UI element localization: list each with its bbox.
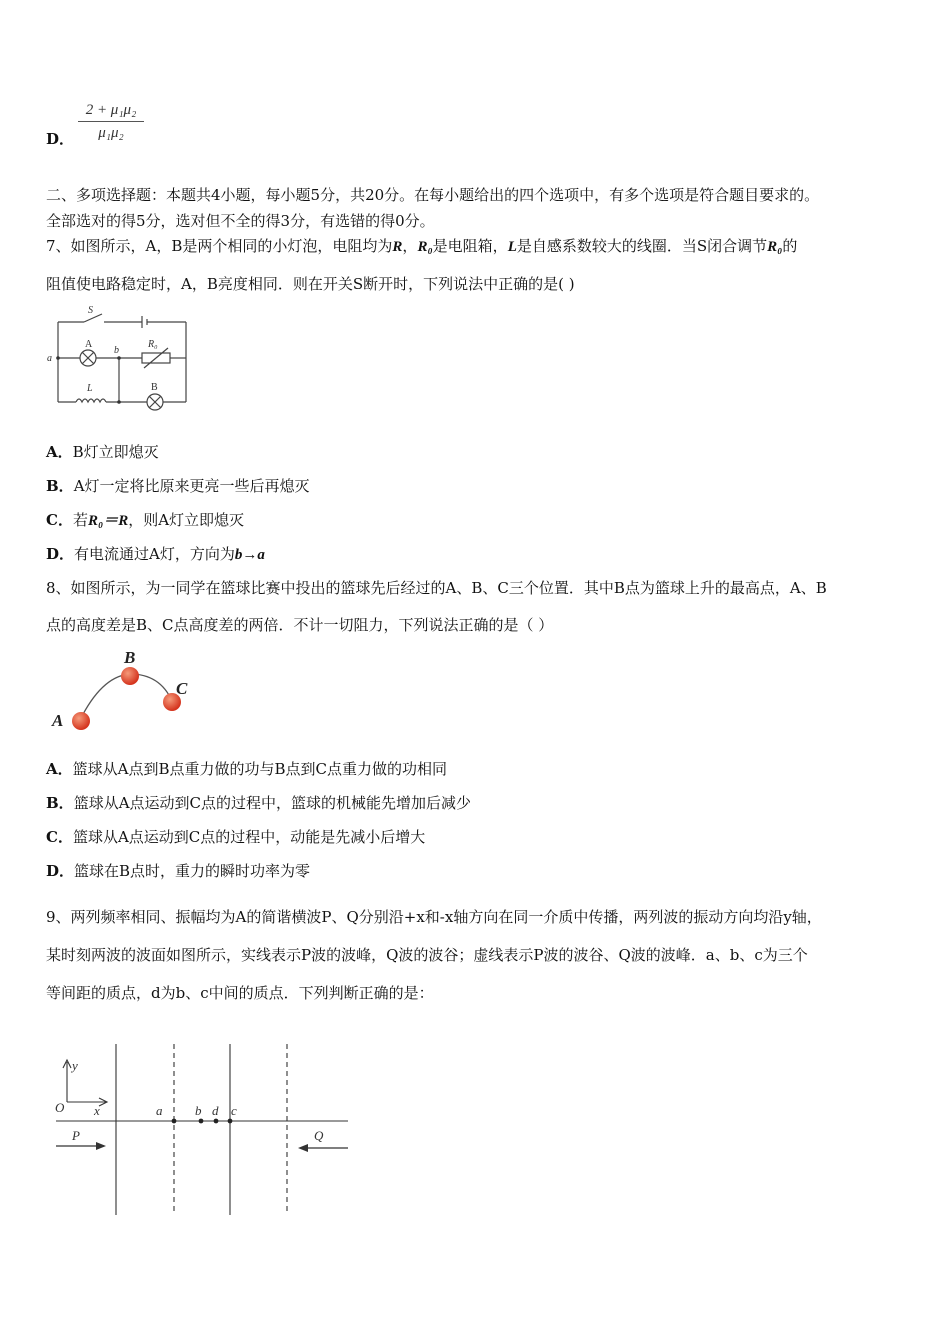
q8-label-c: C (176, 679, 188, 698)
q7-label-lamp-a: A (85, 339, 93, 350)
q7-option-a-label: A． (46, 443, 73, 461)
q9-label-d: d (212, 1103, 219, 1118)
q9-label-c: c (231, 1103, 237, 1118)
q9-label-x: x (94, 1103, 100, 1118)
q8-option-a-label: A． (46, 760, 73, 778)
q8-option-b-label: B． (46, 794, 74, 812)
q7-option-d-text-a: 有电流通过A灯，方向为 (74, 545, 235, 563)
q7-label-lamp-b: B (151, 382, 158, 393)
basketball-b (121, 667, 139, 685)
q8-option-c-text: 篮球从A点运动到C点的过程中，动能是先减小后增大 (72, 828, 426, 846)
q7-option-b (46, 476, 310, 496)
point-d (214, 1119, 219, 1124)
junction-dot-b (117, 356, 121, 360)
q7-symbol-r0: R₀ (417, 239, 433, 255)
q9-wavefront-figure (50, 1040, 360, 1220)
q7-option-c-text-b: ，则A灯立即熄灭 (128, 511, 245, 529)
q7-option-d (46, 544, 265, 565)
q8-option-c-label: C． (46, 828, 73, 846)
q9-label-q: Q (314, 1128, 324, 1143)
junction-dot-bottom (117, 400, 121, 404)
q7-option-c-text-a: 若 (72, 511, 88, 529)
arrow-q-head (298, 1144, 308, 1152)
q8-trajectory-figure (44, 646, 210, 738)
q7-option-b-text: A灯一定将比原来更亮一些后再熄灭 (73, 477, 310, 495)
basketball-a (72, 712, 90, 730)
q9-label-p: P (72, 1128, 80, 1143)
q7-stem-line1 (46, 236, 797, 257)
q7-label-switch: S (88, 305, 93, 316)
q7-label-node-a: a (47, 353, 52, 364)
q7-option-c (46, 510, 244, 531)
fraction-denominator: μ₁μ₂ (98, 125, 124, 141)
q7-symbol-r0-second: R₀ (767, 239, 783, 255)
q7-option-a-text: B灯立即熄灭 (72, 443, 159, 461)
q8-label-b: B (124, 648, 136, 667)
point-a (172, 1119, 177, 1124)
q8-option-b-text: 篮球从A点运动到C点的过程中，篮球的机械能先增加后减少 (73, 794, 471, 812)
q7-symbol-r: R (392, 239, 403, 255)
q6-option-d-label: D． (46, 130, 75, 148)
q7-stem-text-b: 是电阻箱， (432, 237, 508, 255)
q8-stem-line1: 8、如图所示，为一同学在篮球比赛中投出的篮球先后经过的A、B、C三个位置．其中B点为篮球上升的最高点，A、B (46, 579, 827, 597)
q8-option-a (46, 759, 447, 779)
q7-option-c-label: C． (46, 511, 73, 529)
q9-stem-line2: 某时刻两波的波面如图所示，实线表示P波的波峰，Q波的波谷；虚线表示P波的波谷、Q波的波峰．a、b、c为三个 (46, 946, 808, 964)
q9-label-o: O (55, 1100, 65, 1115)
q9-stem-line3: 等间距的质点，d为b、c中间的质点．下列判断正确的是： (46, 984, 434, 1002)
q7-circuit-figure (44, 302, 194, 412)
point-c (228, 1119, 233, 1124)
q7-stem-text-c: 是自感系数较大的线圈．当S闭合调节 (516, 237, 768, 255)
q7-stem-text-d: 的 (782, 237, 798, 255)
q7-option-b-label: B． (46, 477, 74, 495)
fraction-bar (78, 121, 144, 122)
q9-label-a: a (156, 1103, 163, 1118)
q7-symbol-l: L (507, 239, 517, 255)
q7-label-coil: L (87, 383, 93, 394)
q7-stem-text-a: 7、如图所示，A，B是两个相同的小灯泡，电阻均为 (46, 237, 393, 255)
q6-option-d-fraction (78, 100, 144, 143)
q8-stem-line2: 点的高度差是B、C点高度差的两倍．不计一切阻力，下列说法正确的是（ ） (46, 616, 554, 634)
q8-option-a-text: 篮球从A点到B点重力做的功与B点到C点重力做的功相同 (72, 760, 447, 778)
q9-label-y: y (72, 1058, 78, 1073)
q9-stem-line1: 9、两列频率相同、振幅均为A的简谐横波P、Q分别沿+x和-x轴方向在同一介质中传播，两列波的振动方向均沿y轴， (46, 908, 822, 926)
q7-option-d-label: D． (46, 545, 75, 563)
q7-option-a (46, 442, 159, 462)
q8-option-d-text: 篮球在B点时，重力的瞬时功率为零 (74, 862, 311, 880)
q7-label-resistor: R₀ (148, 339, 158, 350)
q8-label-a: A (52, 711, 64, 730)
q7-option-d-math: b→a (234, 547, 265, 563)
point-b (199, 1119, 204, 1124)
q7-stem-line2: 阻值使电路稳定时，A，B亮度相同．则在开关S断开时，下列说法中正确的是( ) (46, 275, 575, 293)
q8-option-d (46, 861, 310, 881)
q7-stem-sep: ， (402, 237, 418, 255)
q7-label-node-b: b (114, 345, 119, 356)
q7-option-c-math: R₀＝R (87, 513, 129, 529)
section2-heading-line1: 二、多项选择题：本题共4小题，每小题5分，共20分。在每小题给出的四个选项中，有多个选项是符合题目要求的。 (46, 186, 820, 204)
q8-option-c (46, 827, 425, 847)
junction-dot-a (56, 356, 60, 360)
section2-heading-line2: 全部选对的得5分，选对但不全的得3分，有选错的得0分。 (46, 212, 435, 230)
arrow-p-head (96, 1142, 106, 1150)
q9-label-b: b (195, 1103, 202, 1118)
fraction-numerator: 2 + μ₁μ₂ (85, 102, 137, 118)
q8-option-b (46, 793, 471, 813)
q8-option-d-label: D． (46, 862, 75, 880)
